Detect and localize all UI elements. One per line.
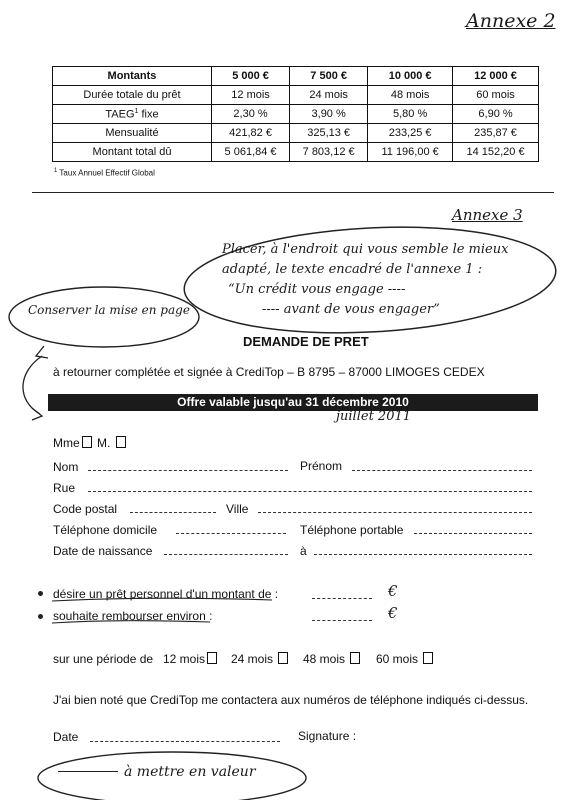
code-postal-field[interactable] <box>130 512 216 513</box>
ville-field[interactable] <box>258 512 532 513</box>
civility-m-label: M. <box>97 436 111 450</box>
table-cell: 24 mois <box>290 86 368 105</box>
form-title: DEMANDE DE PRET <box>243 334 369 349</box>
period-option-24 <box>231 652 273 666</box>
table-header-row <box>53 67 539 86</box>
note-bottom <box>58 764 256 780</box>
period-checkbox[interactable] <box>207 652 217 664</box>
offer-text: Offre valable jusqu'au 31 décembre 2010 <box>177 395 409 409</box>
period-label: 60 mois <box>376 652 419 666</box>
signature-label: Signature : <box>298 729 357 743</box>
note-bubble <box>222 240 542 320</box>
montant-field[interactable] <box>312 598 372 599</box>
lieu-naissance-field[interactable] <box>314 554 532 555</box>
footnote-num: 1 <box>54 168 58 174</box>
footnote-ref: 1 <box>134 107 139 115</box>
prenom-field[interactable] <box>352 470 532 471</box>
offer-correction: juillet 2011 <box>336 409 412 424</box>
prenom-label: Prénom <box>300 459 343 473</box>
form-address: à retourner complétée et signée à CrediTop – B 8795 – 87000 LIMOGES CEDEX <box>53 365 485 379</box>
table-cell: 11 196,00 € <box>368 143 453 162</box>
period-label: 24 mois <box>231 652 274 666</box>
note-line: ---- avant de vous engager” <box>262 302 440 317</box>
note-left: Conserver la mise en page <box>28 303 190 317</box>
date-field[interactable] <box>90 741 280 742</box>
table-row <box>53 124 539 143</box>
row-label: Mensualité <box>53 124 212 143</box>
row-label-suffix: fixe <box>138 108 159 121</box>
footnote-text: Taux Annuel Effectif Global <box>59 168 155 178</box>
civility-mme-checkbox[interactable] <box>82 436 92 448</box>
tel-portable-field[interactable] <box>414 533 532 534</box>
table-cell: 48 mois <box>368 86 453 105</box>
lieu-naissance-label: à <box>300 544 307 558</box>
tel-domicile-field[interactable] <box>176 533 286 534</box>
curved-arrow-icon <box>23 356 42 414</box>
row-label: Durée totale du prêt <box>53 86 212 105</box>
period-checkbox[interactable] <box>278 652 288 664</box>
table-cell: 421,82 € <box>212 124 290 143</box>
table-cell: 12 mois <box>212 86 290 105</box>
table-row <box>53 143 539 162</box>
date-naissance-field[interactable] <box>164 554 288 555</box>
table-cell: 233,25 € <box>368 124 453 143</box>
table-header-cell: 7 500 € <box>290 67 368 86</box>
table-header-cell: 5 000 € <box>212 67 290 86</box>
loan-table <box>52 66 539 162</box>
note-line: adapté, le texte encadré de l'annexe 1 : <box>222 262 483 277</box>
row-label <box>53 105 212 124</box>
period-option-48 <box>303 652 345 666</box>
tel-portable-label: Téléphone portable <box>300 523 404 537</box>
civility-mme-label: Mme <box>53 436 80 450</box>
rembourser-label: souhaite rembourser environ : <box>53 609 213 623</box>
offer-banner <box>48 394 538 411</box>
table-row <box>53 105 539 124</box>
period-label: 12 mois <box>163 652 206 666</box>
period-checkbox[interactable] <box>423 652 433 664</box>
desire-label: désire un prêt personnel d'un montant de : <box>53 587 279 601</box>
table-cell: 3,90 % <box>290 105 368 124</box>
period-option-60 <box>376 652 418 666</box>
annexe-2-label: Annexe 2 <box>466 10 556 32</box>
left-note-outline <box>9 287 199 347</box>
periode-label: sur une période de <box>53 652 154 666</box>
table-footnote <box>54 168 155 178</box>
civility-m-checkbox[interactable] <box>116 436 126 448</box>
annexe-3-label: Annexe 3 <box>452 206 523 224</box>
note-line: Placer, à l'endroit qui vous semble le mieux <box>222 242 509 257</box>
table-header-cell: 10 000 € <box>368 67 453 86</box>
arrowhead-icon <box>32 408 42 420</box>
nom-label: Nom <box>53 460 79 474</box>
table-header-cell: Montants <box>53 67 212 86</box>
period-label: 48 mois <box>303 652 346 666</box>
table-cell: 2,30 % <box>212 105 290 124</box>
table-cell: 235,87 € <box>453 124 539 143</box>
table-cell: 7 803,12 € <box>290 143 368 162</box>
note-line: “Un crédit vous engage ---- <box>228 282 406 297</box>
note-bottom-text: à mettre en valeur <box>124 764 256 780</box>
table-cell: 325,13 € <box>290 124 368 143</box>
table-cell: 14 152,20 € <box>453 143 539 162</box>
section-divider <box>32 192 554 193</box>
row-label: Montant total dû <box>53 143 212 162</box>
table-header-cell: 12 000 € <box>453 67 539 86</box>
table-cell: 5,80 % <box>368 105 453 124</box>
nom-field[interactable] <box>88 470 288 471</box>
table-row <box>53 86 539 105</box>
row-label-text: TAEG <box>105 108 135 121</box>
rue-label: Rue <box>53 481 76 495</box>
table-cell: 5 061,84 € <box>212 143 290 162</box>
bullet-icon <box>38 591 43 596</box>
date-label: Date <box>53 730 79 744</box>
euro-sign: € <box>388 582 398 600</box>
civility <box>53 436 126 450</box>
contact-notice: J'ai bien noté que CrediTop me contactera aux numéros de téléphone indiqués ci-dessus. <box>53 693 529 707</box>
tel-domicile-label: Téléphone domicile <box>53 523 158 537</box>
euro-sign: € <box>388 604 398 622</box>
period-option-12 <box>163 652 205 666</box>
scribble-dash <box>58 771 118 772</box>
rue-field[interactable] <box>88 491 532 492</box>
period-checkbox[interactable] <box>350 652 360 664</box>
arrowhead-icon <box>36 346 48 358</box>
table-cell: 60 mois <box>453 86 539 105</box>
rembourser-field[interactable] <box>312 620 372 621</box>
code-postal-label: Code postal <box>53 502 118 516</box>
ville-label: Ville <box>226 502 249 516</box>
table-cell: 6,90 % <box>453 105 539 124</box>
bullet-icon <box>38 614 43 619</box>
date-naissance-label: Date de naissance <box>53 544 153 558</box>
